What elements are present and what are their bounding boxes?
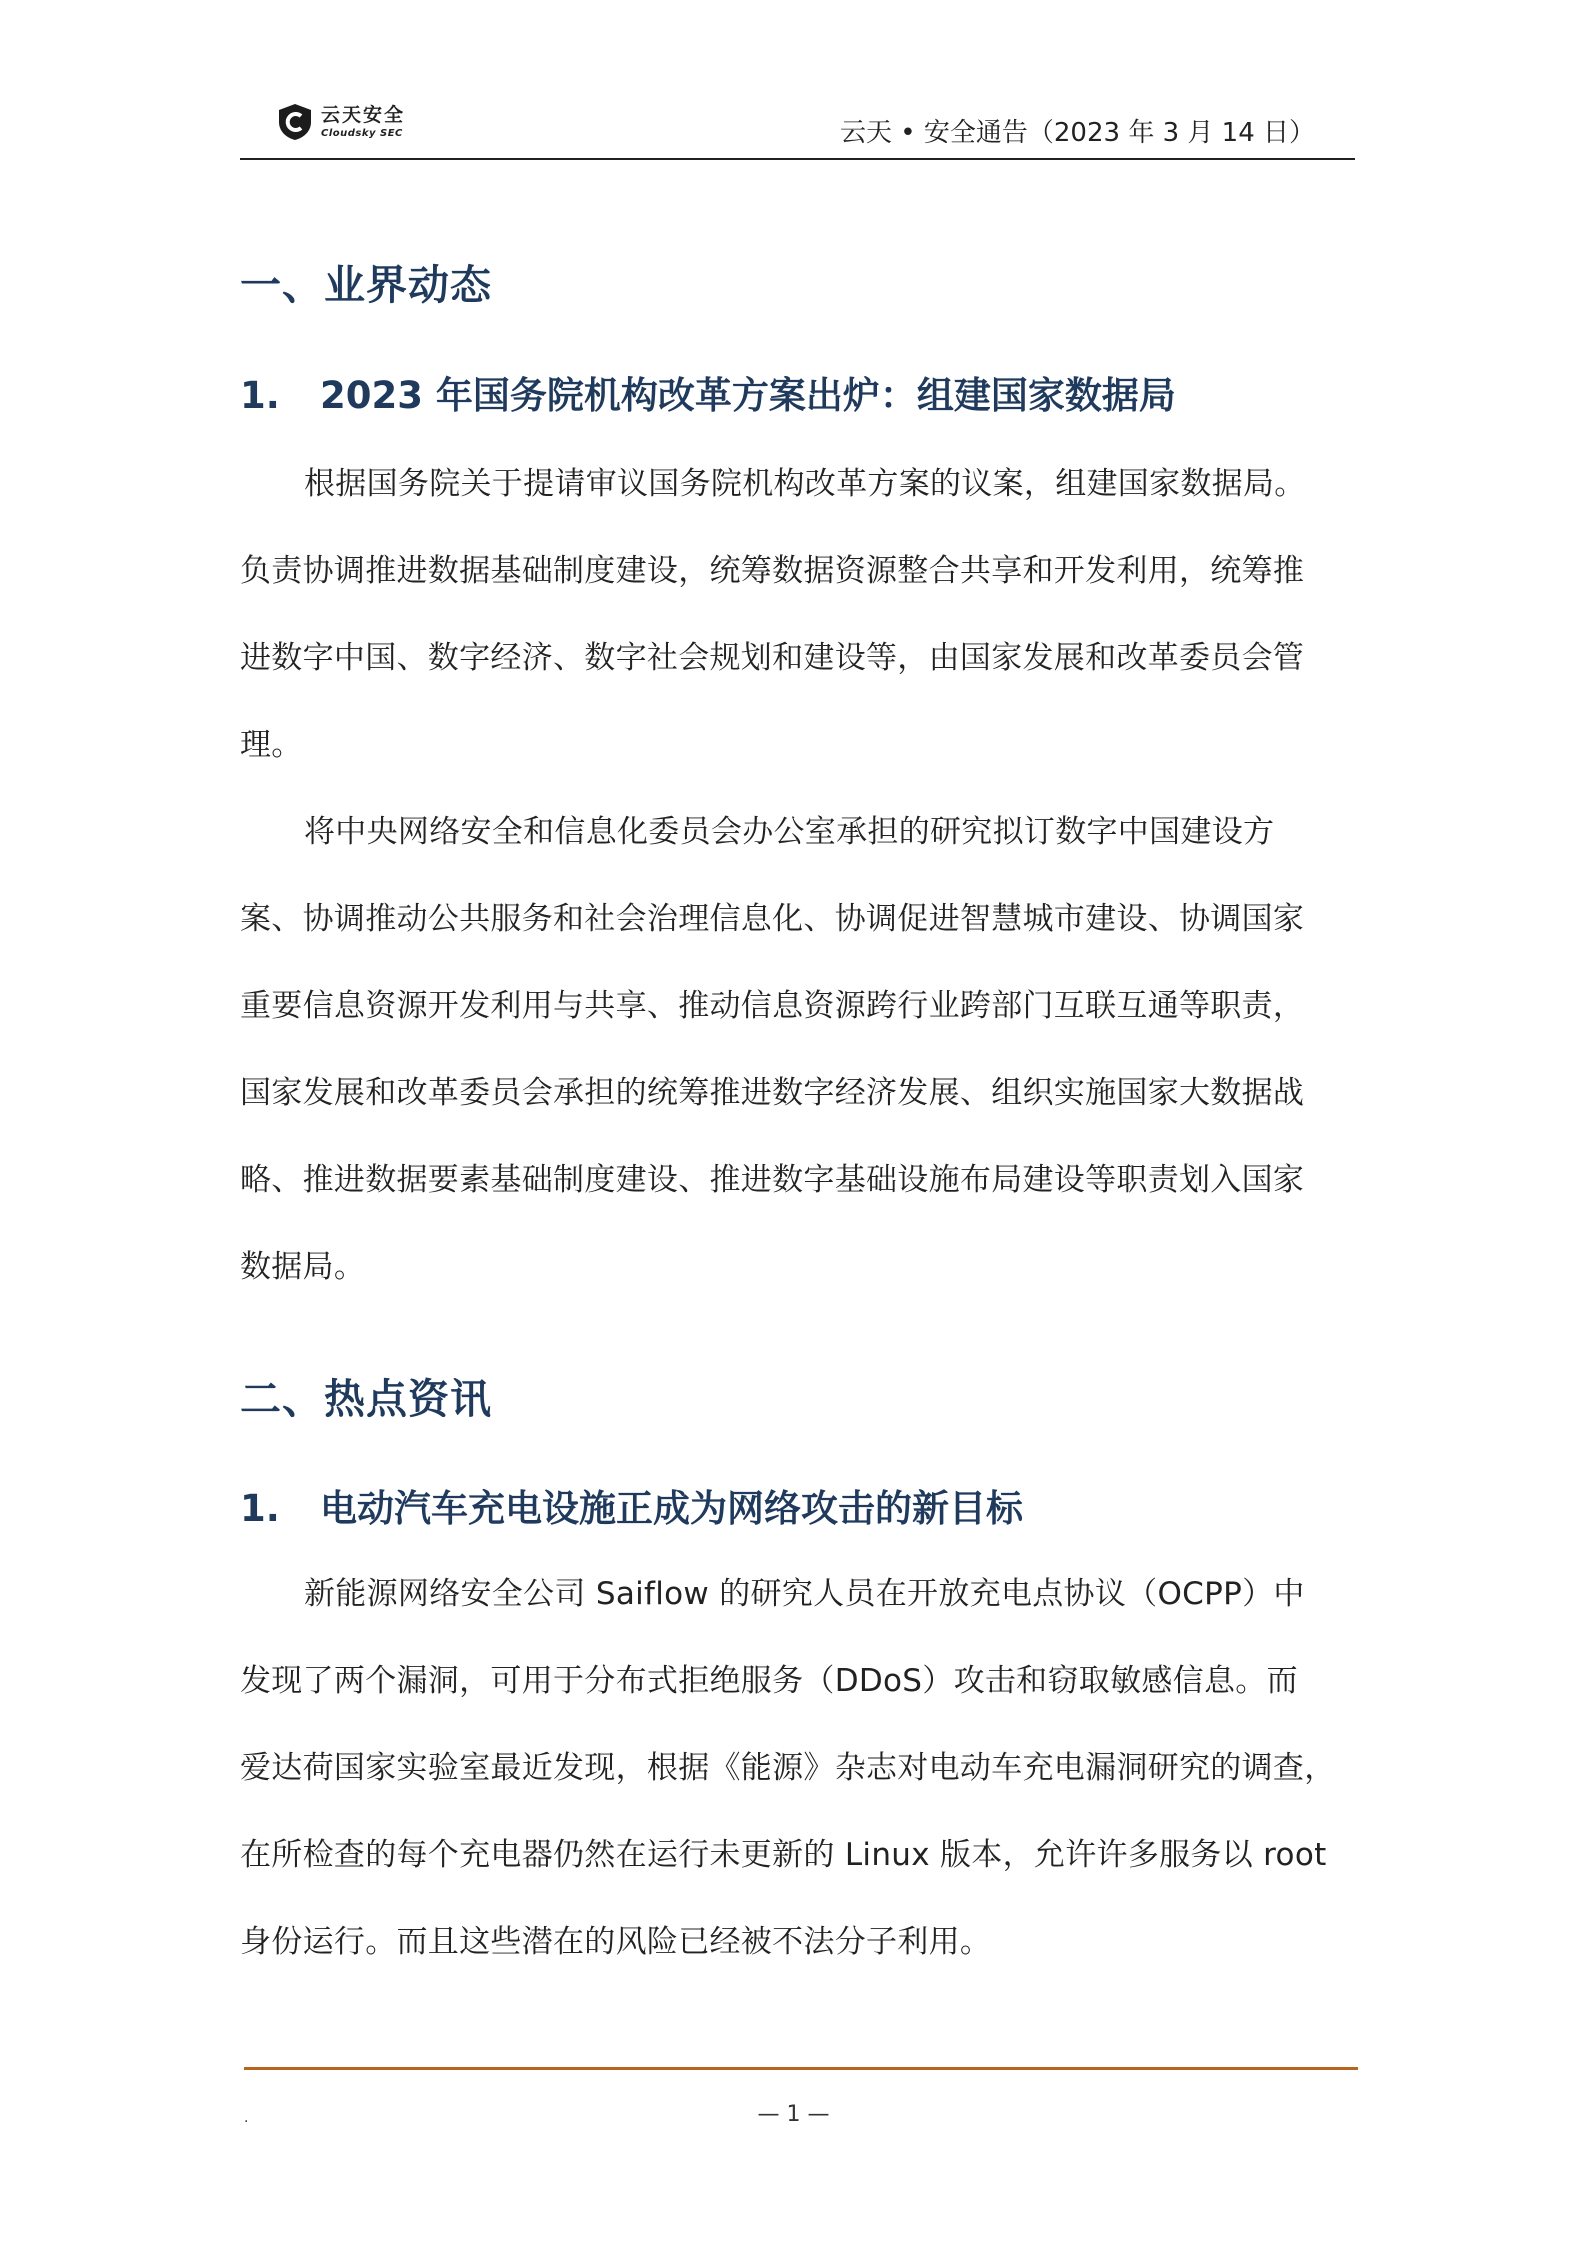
company-logo xyxy=(275,98,405,146)
paragraph-line: 身份运行。而且这些潜在的风险已经被不法分子利用。 xyxy=(240,1924,992,1960)
subsection-heading xyxy=(240,1478,1023,1532)
header-title: 云天 • 安全通告（2023 年 3 月 14 日） xyxy=(840,118,1315,148)
paragraph-line: 爱达荷国家实验室最近发现，根据《能源》杂志对电动车充电漏洞研究的调查， xyxy=(240,1750,1336,1786)
shield-logo-icon xyxy=(275,102,315,142)
paragraph-line: 数据局。 xyxy=(240,1249,366,1285)
paragraph-line: 重要信息资源开发利用与共享、推动信息资源跨行业跨部门互联互通等职责， xyxy=(240,988,1305,1024)
paragraph-line: 进数字中国、数字经济、数字社会规划和建设等，由国家发展和改革委员会管 xyxy=(240,640,1305,676)
paragraph-line: 略、推进数据要素基础制度建设、推进数字基础设施布局建设等职责划入国家 xyxy=(240,1162,1305,1198)
footer-mark: . xyxy=(244,2110,249,2126)
section-heading: 一、业界动态 xyxy=(240,261,492,309)
paragraph-line: 新能源网络安全公司 Saiflow 的研究人员在开放充电点协议（OCPP）中 xyxy=(304,1576,1305,1612)
page-number: — 1 — xyxy=(757,2102,830,2127)
page-header xyxy=(240,98,1355,160)
subsection-title: 2023 年国务院机构改革方案出炉：组建国家数据局 xyxy=(320,374,1176,417)
paragraph-line: 案、协调推动公共服务和社会治理信息化、协调促进智慧城市建设、协调国家 xyxy=(240,901,1305,937)
subsection-title: 电动汽车充电设施正成为网络攻击的新目标 xyxy=(320,1487,1023,1530)
paragraph-line: 负责协调推进数据基础制度建设，统筹数据资源整合共享和开发利用，统筹推 xyxy=(240,553,1305,589)
paragraph-line: 发现了两个漏洞，可用于分布式拒绝服务（DDoS）攻击和窃取敏感信息。而 xyxy=(240,1663,1298,1699)
paragraph-line: 根据国务院关于提请审议国务院机构改革方案的议案，组建国家数据局。 xyxy=(304,466,1306,502)
paragraph-line: 将中央网络安全和信息化委员会办公室承担的研究拟订数字中国建设方 xyxy=(304,814,1275,850)
footer-divider xyxy=(244,2067,1358,2070)
subsection-number: 1. xyxy=(240,1487,280,1530)
subsection-heading xyxy=(240,365,1176,419)
paragraph-line: 在所检查的每个充电器仍然在运行未更新的 Linux 版本，允许许多服务以 root xyxy=(240,1837,1327,1873)
paragraph-line: 国家发展和改革委员会承担的统筹推进数字经济发展、组织实施国家大数据战 xyxy=(240,1075,1305,1111)
paragraph-line: 理。 xyxy=(240,727,303,763)
section-heading: 二、热点资讯 xyxy=(240,1375,492,1423)
header-divider xyxy=(240,158,1355,160)
logo-chinese-text: 云天安全 xyxy=(321,103,406,126)
subsection-number: 1. xyxy=(240,374,280,417)
logo-english-text: Cloudsky SEC xyxy=(321,127,403,139)
